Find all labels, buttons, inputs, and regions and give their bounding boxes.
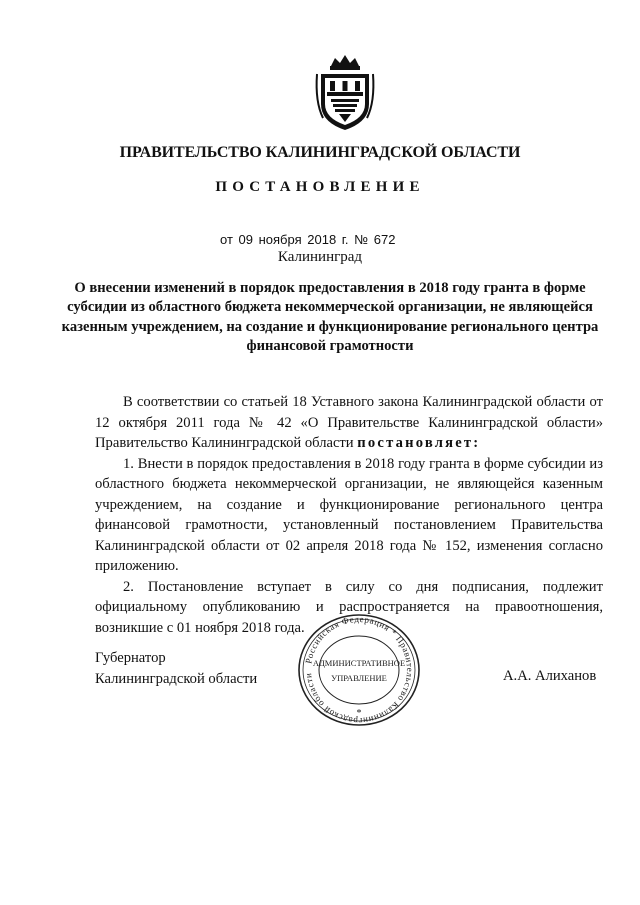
decree-word: постановляет: [357, 435, 481, 451]
preamble-text: В соответствии со статьей 18 Уставного закона Калининградской области от 12 октября 2011 года № 42 «О Правительстве Калининградской области» Правительство Калининградской области [95, 394, 603, 451]
dateline-date: 09 ноября [238, 232, 302, 247]
dateline-year: 2018 г. [307, 232, 349, 247]
dateline-number: № 672 [354, 232, 396, 247]
dateline-city: Калининград [277, 249, 363, 265]
item-1: 1. Внести в порядок предоставления в 2018 году гранта в форме субсидии из областного бюджета некоммерческой организации, не являющейся казенным учреждением, на создание и функционирование регионального центра финансовой грамотности, установленный постановлением Правительства Калининградской области от 02 апреля 2018 года № 152, изменения согласно приложению. [95, 455, 603, 574]
resolution-body [95, 392, 603, 638]
dateline [220, 232, 395, 247]
seal-center-line-2: УПРАВЛЕНИЕ [331, 673, 387, 683]
seal-center-line-1: АДМИНИСТРАТИВНОЕ [312, 658, 406, 668]
position-line-2: Калининградской области [95, 670, 258, 687]
official-seal-stamp [296, 612, 422, 728]
signatory-name: А.А. Алиханов [503, 668, 597, 684]
dateline-prefix: от [220, 232, 233, 247]
seal-star-icon: * [356, 708, 362, 719]
item-2: 2. Постановление вступает в силу со дня подписания, подлежит официальному опубликованию и распространяется на правоотношения, возникшие с 01 ноября 2018 года. [95, 578, 603, 636]
signatory-position [95, 648, 257, 689]
government-name: ПРАВИТЕЛЬСТВО КАЛИНИНГРАДСКОЙ ОБЛАСТИ [119, 144, 521, 161]
preamble-paragraph [95, 392, 603, 454]
document-type: ПОСТАНОВЛЕНИЕ [215, 179, 425, 195]
seal-ring-text: Российская Федерация * Правительство Калининградской области [303, 613, 416, 727]
position-line-1: Губернатор [95, 650, 166, 666]
kaliningrad-coat-of-arms-icon [313, 52, 377, 134]
resolution-title: О внесении изменений в порядок предоставления в 2018 году гранта в форме субсидии из областного бюджета некоммерческой организации, не являющейся казенным учреждением, на создание и функционирование регионального центра финансовой грамотности [61, 280, 599, 355]
